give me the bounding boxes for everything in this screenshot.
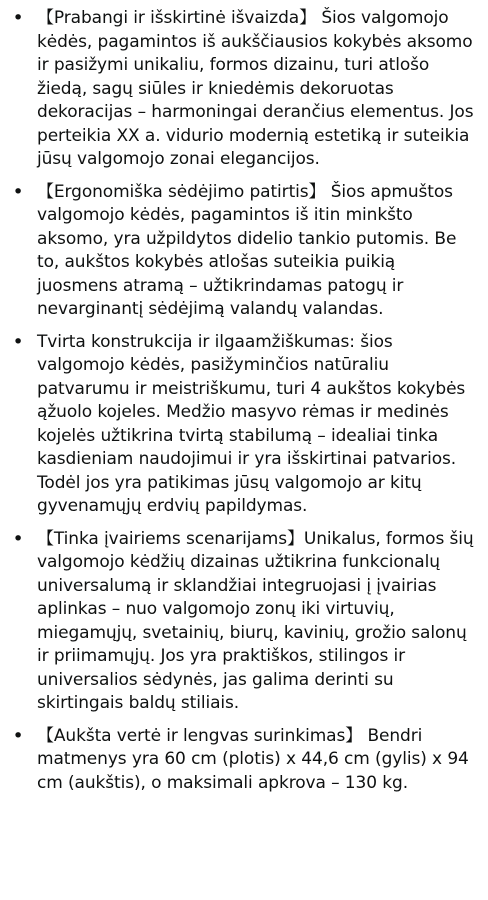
feature-bullet-value-assembly bbox=[0, 725, 488, 796]
bullet-dot-icon: • bbox=[12, 527, 24, 550]
bullet-dot-icon: • bbox=[12, 724, 24, 747]
bullet-dot-icon: • bbox=[12, 330, 24, 353]
bullet-dot-icon: • bbox=[12, 180, 24, 203]
feature-bullet-text: 【Ergonomiška sėdėjimo patirtis】 Šios apmuštos valgomojo kėdės, pagamintos iš itin minkšto aksomo, yra užpildytos didelio tankio putomis. Be to, aukštos kokybės atlošas suteikia puikią juosmens atramą – užtikrindamas patogų ir nevarginantį sėdėjimą valandų valandas. bbox=[37, 181, 457, 319]
bullet-dot-icon: • bbox=[12, 7, 24, 29]
feature-bullet-text: 【Tinka įvairiems scenarijams】Unikalus, formos šių valgomojo kėdžių dizainas užtikrina funkcionalų universalumą ir sklandžiai integruojasi į įvairias aplinkas – nuo valgomojo zonų iki virtuvių, miegamųjų, svetainių, biurų, kavinių, grožio salonų ir priimamųjų. Jos yra praktiškos, stilingos ir universalios sėdynės, jas galima derinti su skirtingais baldų stiliais. bbox=[37, 528, 474, 713]
feature-bullet-text: 【Prabangi ir išskirtinė išvaizda】 Šios valgomojo kėdės, pagamintos iš aukščiausios kokybės aksomo ir pasižymi unikaliu, formos dizainu, turi atlošo žiedą, sagų siūles ir kniedėmis dekoruotas dekoracijas – harmoningai derančius elementus. Jos perteikia XX a. vidurio modernią estetiką ir suteikia jūsų valgomojo zonai elegancijos. bbox=[37, 8, 474, 169]
feature-bullet-construction bbox=[0, 331, 488, 519]
feature-bullet-appearance bbox=[0, 7, 488, 172]
feature-bullet-list bbox=[0, 7, 488, 804]
feature-bullet-scenarios bbox=[0, 528, 488, 716]
feature-bullet-text: Tvirta konstrukcija ir ilgaamžiškumas: šios valgomojo kėdės, pasižyminčios natūraliu patvarumu ir meistriškumu, turi 4 aukštos kokybės ąžuolo kojeles. Medžio masyvo rėmas ir medinės kojelės užtikrina tvirtą stabilumą – idealiai tinka kasdieniam naudojimui ir yra išskirtinai patvarios. Todėl jos yra patikimas jūsų valgomojo ar kitų gyvenamųjų erdvių papildymas. bbox=[37, 331, 466, 516]
feature-bullet-ergonomics bbox=[0, 181, 488, 322]
feature-bullet-text: 【Aukšta vertė ir lengvas surinkimas】 Bendri matmenys yra 60 cm (plotis) x 44,6 cm (gylis) x 94 cm (aukštis), o maksimali apkrova – 130 kg. bbox=[37, 725, 469, 793]
